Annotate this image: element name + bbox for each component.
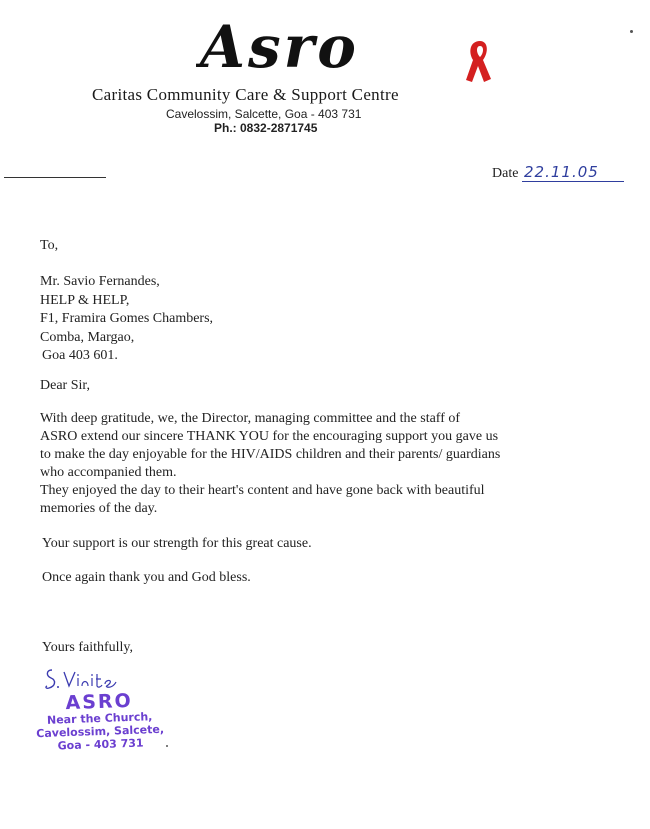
handwritten-signature [42,664,122,694]
salutation: Dear Sir, [40,378,90,393]
body-paragraph [40,410,550,518]
paragraph-line: ASRO extend our sincere THANK YOU for the encouraging support you gave us [40,429,499,444]
paragraph-line: who accompanied them. [40,465,177,480]
date-underline [522,181,624,182]
paragraph-line: With deep gratitude, we, the Director, managing committee and the staff of [40,411,461,426]
thanks-line: Once again thank you and God bless. [42,570,251,585]
recipient-line: F1, Framira Gomes Chambers, [40,311,214,326]
date-block [492,163,626,185]
stamp-line: Goa - 403 731 [57,736,144,753]
org-address: Cavelossim, Salcette, Goa - 403 731 [166,107,362,121]
date-value: 22.11.05 [524,163,599,181]
recipient-line: HELP & HELP, [40,292,130,308]
paragraph-line: They enjoyed the day to their heart's content and have gone back with beautiful [40,483,485,498]
org-name: Caritas Community Care & Support Centre [92,85,399,104]
org-phone: Ph.: 0832-2871745 [214,121,318,135]
stamp-name: ASRO [65,689,134,715]
recipient-line: Comba, Margao, [40,329,135,345]
paragraph-line: memories of the day. [40,501,158,516]
date-label: Date [492,166,519,181]
stamp-line: Near the Church, [46,710,153,727]
support-line: Your support is our strength for this great cause. [42,536,312,551]
paper-speck [630,30,633,33]
recipient-line: Mr. Savio Fernandes, [40,274,160,289]
to-line: To, [40,238,59,253]
reference-line [4,177,106,178]
asro-logo [196,12,366,82]
recipient-address [40,273,213,366]
recipient-line: Goa 403 601. [42,348,118,363]
paragraph-line: to make the day enjoyable for the HIV/AIDS children and their parents/ guardians [40,447,501,462]
stamp-line: Cavelossim, Salcete, [36,722,165,741]
logo-text: Asro [200,13,359,81]
closing-line: Yours faithfully, [42,640,134,655]
red-ribbon-icon [462,38,498,84]
organization-stamp [29,690,171,765]
paper-speck [166,745,168,747]
